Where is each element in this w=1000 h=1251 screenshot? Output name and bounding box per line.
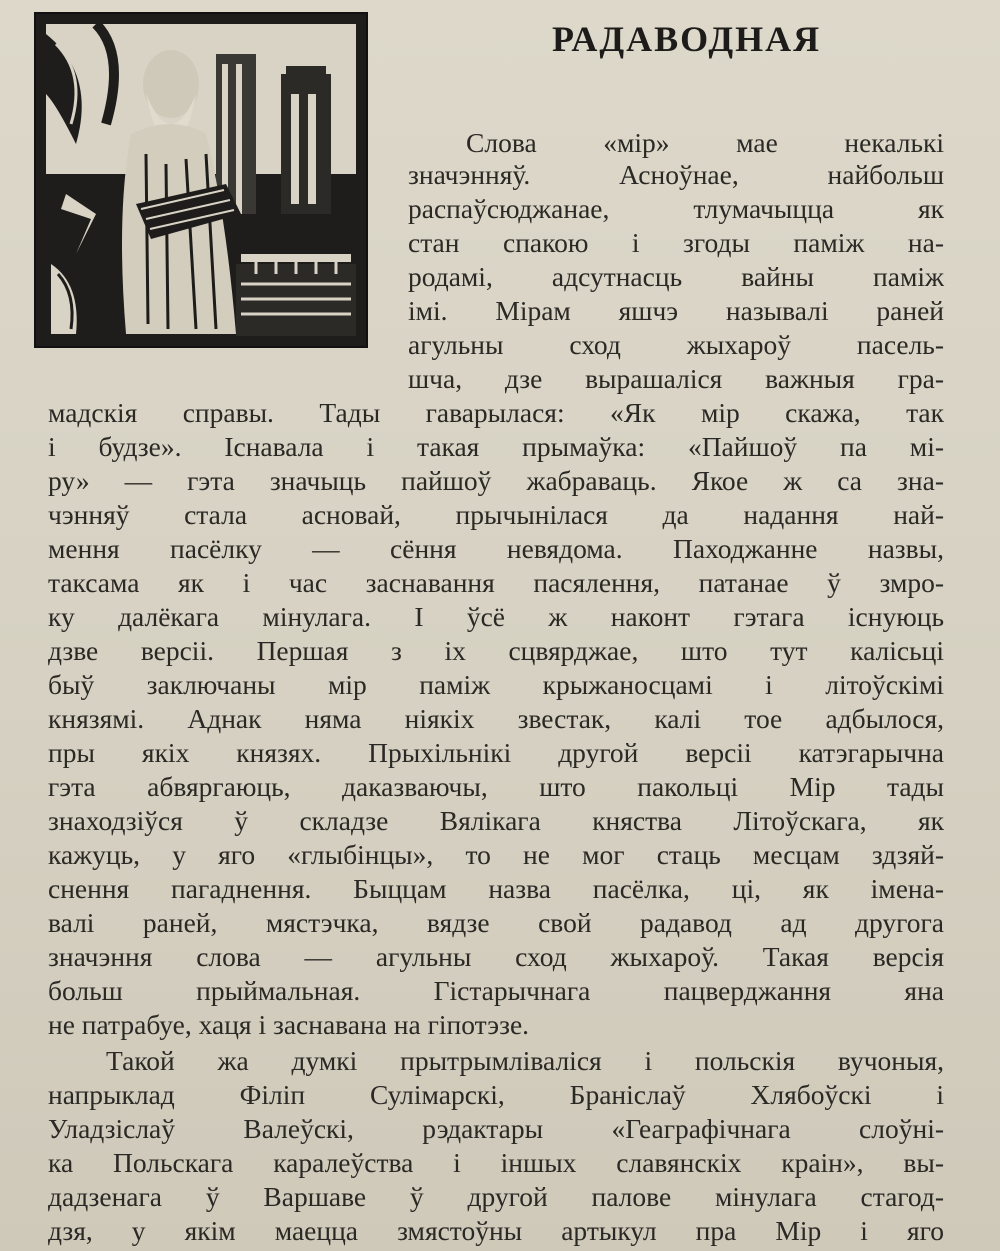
text-line: мадскія справы. Тады гаварылася: «Як мір скажа, так [48, 397, 944, 428]
text-line: валі раней, мястэчка, вядзе свой радавод ад другога [48, 907, 944, 938]
text-line: быў заключаны мір паміж крыжаносцамі і літоўскімі [48, 669, 944, 700]
text-line: ка Польскага каралеўства і іншых славянскіх краін», вы- [48, 1147, 944, 1178]
text-line: напрыклад Філіп Сулімарскі, Браніслаў Хлябоўскі і [48, 1079, 944, 1110]
woodcut-illustration [34, 12, 368, 348]
text-line: таксама як і час заснавання пасялення, патанае ў змро- [48, 567, 944, 598]
text-line: шча, дзе вырашаліся важныя гра- [408, 363, 944, 394]
page-title: РАДАВОДНАЯ [552, 19, 822, 59]
text-line: Такой жа думкі прытрымліваліся і польскія вучоныя, [106, 1045, 944, 1076]
text-line: больш прыймальная. Гістарычнага пацверджання яна [48, 975, 944, 1006]
text-line: мення пасёлку — сёння невядома. Паходжанне назвы, [48, 533, 944, 564]
text-line: знаходзіўся ў складзе Вялікага княства Літоўскага, як [48, 805, 944, 836]
text-line: князямі. Аднак няма ніякіх звестак, калі тое адбылося, [48, 703, 944, 734]
text-line: Слова «мір» мае некалькі [466, 127, 944, 158]
text-line: стан спакою і згоды паміж на- [408, 227, 944, 258]
text-line: і будзе». Існавала і такая прымаўка: «Пайшоў па мі- [48, 431, 944, 462]
text-line: кажуць, у яго «глыбінцы», то не мог стаць месцам здзяй- [48, 839, 944, 870]
text-line: ру» — гэта значыць пайшоў жабраваць. Якое ж са зна- [48, 465, 944, 496]
text-line: распаўсюджанае, тлумачыцца як [408, 193, 944, 224]
text-line: снення пагаднення. Быццам назва пасёлка, ці, як імена- [48, 873, 944, 904]
chronicler-woodcut-icon [36, 14, 366, 346]
text-line: не патрабуе, хаця і заснавана на гіпотэзе. [48, 1009, 530, 1040]
text-line: родамі, адсутнасць вайны паміж [408, 261, 944, 292]
text-line: дзя, у якім маецца змястоўны артыкул пра Мір і яго [48, 1215, 944, 1246]
text-line: Уладзіслаў Валеўскі, рэдактары «Геаграфічнага слоўні- [48, 1113, 944, 1144]
text-line: ку далёкага мінулага. І ўсё ж наконт гэтага існуюць [48, 601, 944, 632]
text-line: дадзенага ў Варшаве ў другой палове мінулага стагод- [48, 1181, 944, 1212]
text-line: пры якіх князях. Прыхільнікі другой версіі катэгарычна [48, 737, 944, 768]
text-line: значэнняў. Асноўнае, найбольш [408, 159, 944, 190]
text-line: чэнняў стала асновай, прычынілася да надання най- [48, 499, 944, 530]
text-line: дзве версіі. Першая з іх сцвярджае, што тут калісьці [48, 635, 944, 666]
text-line: імі. Мірам яшчэ называлі раней [408, 295, 944, 326]
text-line: гэта абвяргаюць, даказваючы, што пакольці Мір тады [48, 771, 944, 802]
text-line: агульны сход жыхароў пасель- [408, 329, 944, 360]
text-line: значэння слова — агульны сход жыхароў. Такая версія [48, 941, 944, 972]
